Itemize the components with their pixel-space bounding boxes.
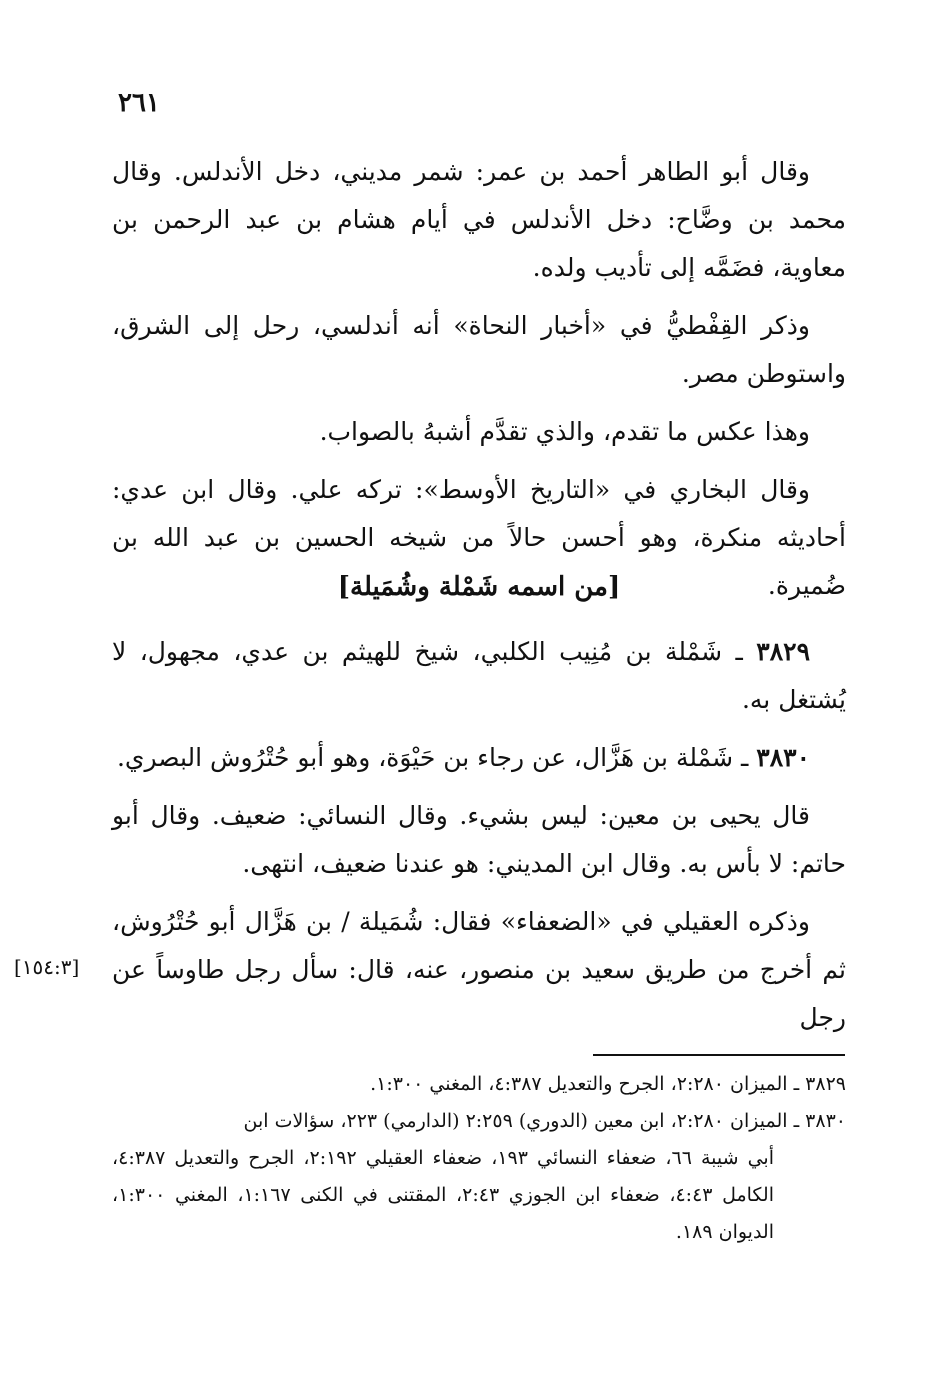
entry-3829 [112,628,846,724]
footnote-separator [593,1054,845,1056]
main-text-upper [112,148,846,610]
margin-reference: [١٥٤:٣] [14,955,80,979]
page-number: ٢٦١ [118,88,160,118]
paragraph-bukhari: وقال البخاري في «التاريخ الأوسط»: تركه علي. وقال ابن عدي: أحاديثه منكرة، وهو أحسن حالاً من شيخه الحسين بن عبد الله بن ضُميرة. [112,475,846,600]
paragraph-uqayli: وذكره العقيلي في «الضعفاء» فقال: شُمَيلة / بن هَزَّال أبو حُتْرُوش، ثم أخرج من طريق سعيد بن منصور، عنه، قال: سأل رجل طاوساً عن رجل [112,907,846,1032]
paragraph-comment: وهذا عكس ما تقدم، والذي تقدَّم أشبهُ بالصواب. [319,417,810,446]
entry-number: ٣٨٣٠ [756,743,810,772]
entry-text: ـ شَمْلة بن مُنِيب الكلبي، شيخ للهيثم بن عدي، مجهول، لا يُشتغل به. [112,637,846,714]
entry-number: ٣٨٢٩ [756,637,810,666]
paragraph-qifti: وذكر القِفْطيُّ في «أخبار النحاة» أنه أندلسي، رحل إلى الشرق، واستوطن مصر. [112,311,846,388]
footnotes [112,1066,846,1251]
paragraph-ibn-maeen: قال يحيى بن معين: ليس بشيء. وقال النسائي: ضعيف. وقال أبو حاتم: لا بأس به. وقال ابن المديني: هو عندنا ضعيف، انتهى. [112,801,846,878]
main-text-lower [112,628,846,1042]
paragraph-abu-taher: وقال أبو الطاهر أحمد بن عمر: شمر مديني، دخل الأندلس. وقال محمد بن وضَّاح: دخل الأندلس في أيام هشام بن عبد الرحمن بن معاوية، فضَمَّه إلى تأديب ولده. [112,157,846,282]
footnote-3829: ٣٨٢٩ ـ الميزان ٢:٢٨٠، الجرح والتعديل ٤:٣٨٧، المغني ١:٣٠٠. [370,1073,846,1095]
entry-3830 [112,734,846,782]
entry-text: ـ شَمْلة بن هَزَّال، عن رجاء بن حَيْوَة، وهو أبو حُتْرُوش البصري. [116,743,749,772]
footnote-3830-continued: أبي شيبة ٦٦، ضعفاء النسائي ١٩٣، ضعفاء العقيلي ٢:١٩٢، الجرح والتعديل ٤:٣٨٧، الكامل ٤:٤٣، ضعفاء ابن الجوزي ٢:٤٣، المقتنى في الكنى ١:١٦٧، المغني ١:٣٠٠، الديوان ١٨٩. [112,1147,774,1243]
section-heading: [من اسمه شَمْلة وشُمَيلة] [337,572,621,602]
footnote-3830: ٣٨٣٠ ـ الميزان ٢:٢٨٠، ابن معين (الدوري) ٢:٢٥٩ (الدارمي) ٢٢٣، سؤالات ابن [243,1110,846,1132]
